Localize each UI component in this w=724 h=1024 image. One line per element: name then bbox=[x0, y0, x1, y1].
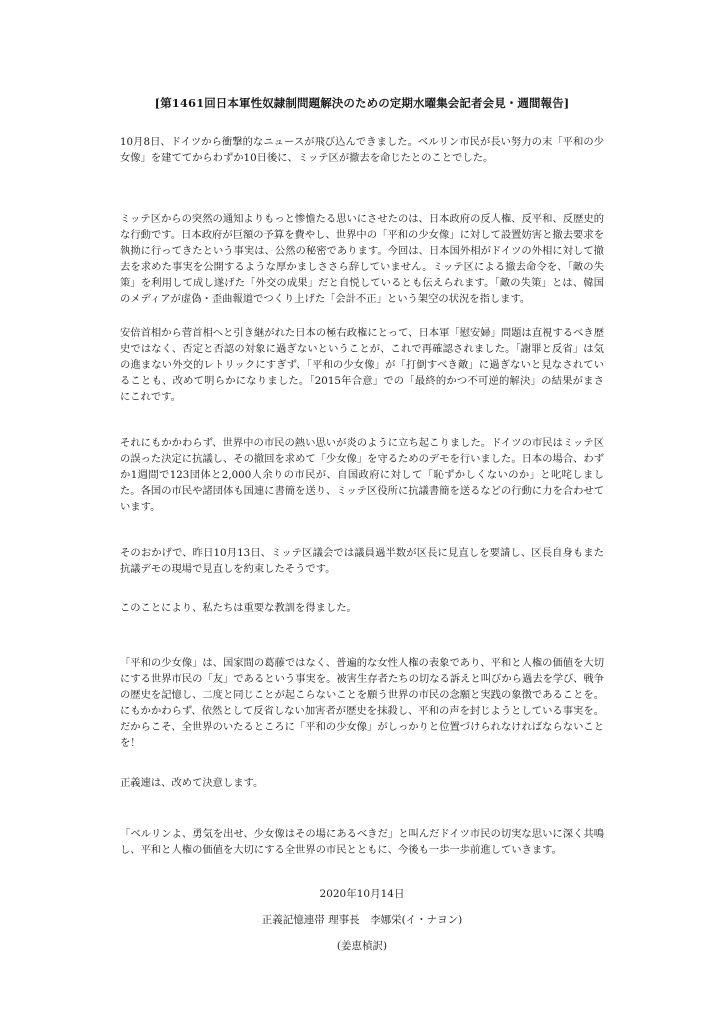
paragraph-4 bbox=[120, 435, 604, 515]
paragraph-7 bbox=[120, 655, 604, 751]
paragraph-text: 正義連は、改めて決意します。 bbox=[120, 777, 264, 789]
document-title: [第1461回日本軍性奴隷制問題解決のための定期水曜集会記者会見・週間報告] bbox=[154, 96, 570, 110]
paragraph-9 bbox=[120, 826, 604, 858]
paragraph-3 bbox=[120, 325, 604, 405]
paragraph-2 bbox=[120, 211, 604, 307]
paragraph-5 bbox=[120, 545, 604, 577]
paragraph-text: 「ベルリンよ、勇気を出せ、少女像はその場にあるべきだ」と叫んだドイツ市民の切実な思いに深く共鳴し、平和と人権の価値を大切にする全世界の市民とともに、今後も一歩一歩前進していきます。 bbox=[120, 828, 604, 856]
paragraph-text: 10月8日、ドイツから衝撃的なニュースが飛び込んできました。ベルリン市民が長い努力の末「平和の少女像」を建ててからわずか10日後に、ミッテ区が撤去を命じたとのことでした。 bbox=[120, 136, 604, 164]
paragraph-text: 「平和の少女像」は、国家間の葛藤ではなく、普遍的な女性人権の表象であり、平和と人権の価値を大切にする世界市民の「友」であるという事実を。被害生存者たちの切なる訴えと叫びから過去を学び、戦争の歴史を記憶し、二度と同じことが起こらないことを願う世界の市民の念願と実践の象徴であることを。にもかかわらず、依然として反省しない加害者が歴史を抹殺し、平和の声を封じようとしている事実を。だからこそ、全世界のいたるところに「平和の少女像」がしっかりと位置づけられなければならないことを！ bbox=[120, 657, 604, 749]
paragraph-text: 安倍首相から菅首相へと引き継がれた日本の極右政権にとって、日本軍「慰安婦」問題は直視するべき歴史ではなく、否定と否認の対象に過ぎないということが、これで再確認されました。「謝罪と反省」は気の進まない外交的レトリックにすぎず、「平和の少女像」が「打倒すべき敵」に過ぎないと見なされていることも、改めて明らかになりました。「2015年合意」での「最終的かつ不可逆的解決」の結果がまさにこれです。 bbox=[120, 327, 604, 403]
paragraph-text: ミッテ区からの突然の通知よりもっと惨憺たる思いにさせたのは、日本政府の反人権、反平和、反歴史的な行動です。日本政府が巨額の予算を費やし、世界中の「平和の少女像」に対して設置妨害と撤去要求を執拗に行ってきたという事実は、公然の秘密であります。今回は、日本国外相がドイツの外相に対して撤去を求めた事実を公開するような厚かましささら辞していません。ミッテ区による撤去命令を、「敵の失策」を利用して成し遂げた「外交の成果」だと自悦しているとも伝えられます。「敵の失策」とは、韓国のメディアが虚偽・歪曲報道でつくり上げた「会計不正」という架空の状況を指します。 bbox=[120, 213, 604, 305]
paragraph-1 bbox=[120, 134, 604, 166]
paragraph-8 bbox=[120, 775, 604, 791]
paragraph-text: それにもかかわらず、世界中の市民の熱い思いが炎のように立ち起こりました。ドイツの市民はミッテ区の誤った決定に抗議し、その撤回を求めて「少女像」を守るためのデモを行いました。日本の場合、わずか1週間で123団体と2,000人余りの市民が、自国政府に対して「恥ずかしくないのか」と叱咤しました。各国の市民や諸団体も国連に書簡を送り、ミッテ区役所に抗議書簡を送るなどの行動に力を合わせています。 bbox=[120, 437, 604, 513]
translator-credit: (姜恵楨訳) bbox=[336, 940, 388, 952]
paragraph-text: このことにより、私たちは重要な教訓を得ました。 bbox=[120, 602, 357, 614]
document-date: 2020年10月14日 bbox=[319, 888, 405, 900]
paragraph-text: そのおかげで、昨日10月13日、ミッテ区議会では議員過半数が区長に見直しを要請し、区長自身もまた抗議デモの現場で見直しを約束したそうです。 bbox=[120, 547, 604, 575]
document-signature: 正義記憶連帯 理事長 李娜栄(イ・ナヨン) bbox=[261, 914, 463, 926]
paragraph-6 bbox=[120, 600, 604, 616]
